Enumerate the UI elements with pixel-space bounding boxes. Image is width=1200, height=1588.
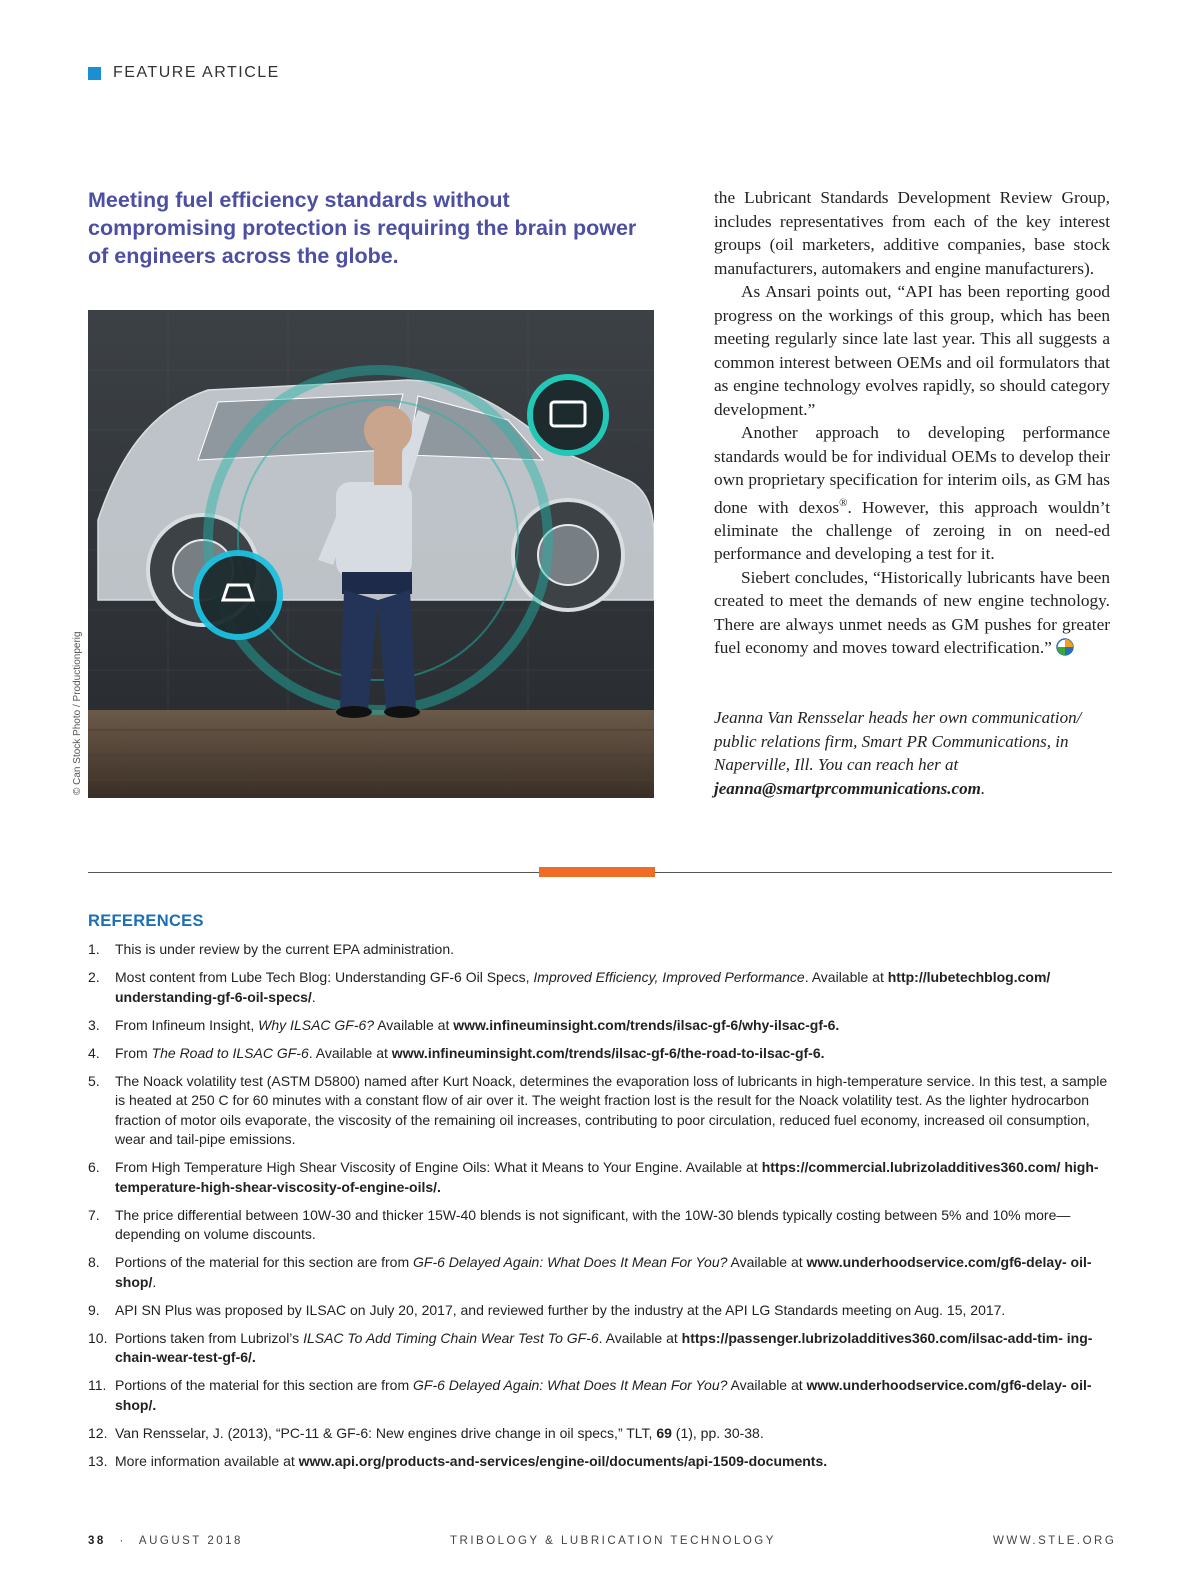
reference-text: From High Temperature High Shear Viscosity of Engine Oils: What it Means to Your Engine. Available at [115,1159,762,1175]
reference-number: 9. [88,1301,100,1318]
photo-credit: © Can Stock Photo / Productionperig [72,631,83,795]
reference-text: The price differential between 10W-30 and thicker 15W-40 blends is not significant, with the 10W-30 blends typically costing between 5% and 10% more—depending on volume discounts. [115,1206,1071,1242]
author-bio-end: . [980,778,986,798]
reference-number: 5. [88,1072,100,1089]
reference-text: Portions of the material for this section are from [115,1254,414,1270]
reference-item [88,1329,1114,1368]
reference-text: The Noack volatility test (ASTM D5800) named after Kurt Noack, determines the evaporation loss of lubricants in high-temperature service. In this test, a sample is heated at 250 C for 60 minutes with a constant flow of air over it. The weight fraction lost is the result for the Noack volatility test. As the lighter hydrocarbon fraction of motor oils evaporate, the viscosity of the remaining oil increases, contributing to poor circulation, reduced fuel economy, increased oil consumption, wear and tail-pipe emissions. [115,1072,1108,1147]
section-label: FEATURE ARTICLE [113,64,280,81]
reference-text: From [115,1044,152,1061]
reference-number: 6. [88,1159,100,1175]
reference-volume: 69 [656,1424,672,1441]
reference-text: (1), pp. 30-38. [671,1424,764,1441]
reference-text: From Infineum Insight, [115,1016,259,1033]
reference-link[interactable]: http://lubetechblog.com/ understanding-gf-6-oil-specs/ [115,969,1051,1005]
reference-item [88,1206,1114,1245]
reference-item [88,1016,1114,1036]
reference-text: More information available at [115,1452,299,1469]
stle-end-mark-icon [1056,638,1074,656]
reference-item [88,1044,1114,1064]
reference-text: . [311,988,316,1005]
reference-number: 11. [88,1377,107,1393]
reference-link[interactable]: www.api.org/products-and-services/engine-oil/documents/api-1509-documents. [298,1452,828,1469]
reference-title: The Road to ILSAC GF-6 [151,1044,309,1061]
reference-number: 1. [88,941,100,957]
engineer-car-hologram-illustration [88,310,654,798]
reference-title: GF-6 Delayed Again: What Does It Mean For You? [413,1377,728,1393]
publication-name: TRIBOLOGY & LUBRICATION TECHNOLOGY [450,1535,776,1547]
reference-item [88,1424,1114,1444]
section-marker-icon [88,67,101,80]
reference-link[interactable]: https://commercial.lubrizoladditives360.com/ high-temperature-high-shear-viscosity-of-engine-oils/. [115,1159,1099,1195]
reference-number: 2. [88,969,100,985]
reference-item [88,1452,1114,1472]
page-number: 38 [88,1535,106,1547]
article-body-column [714,186,1110,660]
reference-number: 13. [88,1452,108,1469]
pull-quote: Meeting fuel efficiency standards without compromising protection is requiring the brain power of engineers across the globe. [88,188,637,268]
reference-number: 12. [88,1424,108,1441]
body-paragraph: As Ansari points out, “API has been reporting good progress on the workings of this group, which has been meeting regularly since late last year. This all suggests a common interest between OEMs and oil formulators that as engine technology evolves rapidly, so should category development.” [714,282,1110,419]
reference-text: . Available at [598,1329,682,1346]
reference-link[interactable]: www.infineuminsight.com/trends/ilsac-gf-6/why-ilsac-gf-6. [453,1016,840,1033]
references-list [88,940,1114,1480]
body-text: Another approach to developing performance standards would be for individual OEMs to develop their own proprietary specification for interim oils, as GM has done with dexos [714,423,1110,517]
reference-item [88,968,1114,1007]
reference-item [88,1301,1114,1321]
author-bio [714,706,1114,800]
body-paragraph [714,566,1110,660]
article-photo [88,310,654,798]
reference-text: Most content from Lube Tech Blog: Understanding GF-6 Oil Specs, [115,969,534,985]
references-heading: REFERENCES [88,912,204,930]
reference-text: Portions taken from Lubrizol’s [115,1329,304,1346]
reference-title: Why ILSAC GF-6? [258,1016,375,1033]
reference-text: . Available at [308,1044,392,1061]
reference-item [88,940,1114,960]
section-header [88,64,280,82]
reference-text: Van Rensselar, J. (2013), “PC-11 & GF-6: New engines drive change in oil specs,” TLT, [115,1424,657,1441]
reference-text: Available at [374,1016,454,1033]
issue-date: AUGUST 2018 [138,1535,243,1547]
body-text: Siebert concludes, “Historically lubricants have been created to meet the demands of new engine technology. There are always unmet needs as GM pushes for greater fuel economy and moves toward electrification.” [714,567,1110,658]
reference-text: API SN Plus was proposed by ILSAC on July 20, 2017, and reviewed further by the industry at the API LG Standards meeting on Aug. 15, 2017. [115,1301,1006,1318]
author-bio-text: Jeanna Van Rensselar heads her own communication/ public relations firm, Smart PR Communications, in Naperville, Ill. You can reach her at [714,708,1082,774]
reference-text: Portions of the material for this section are from [115,1377,414,1393]
reference-link[interactable]: www.infineuminsight.com/trends/ilsac-gf-6/the-road-to-ilsac-gf-6. [391,1044,825,1061]
reference-number: 10. [88,1329,108,1346]
page-footer-left [88,1535,243,1547]
reference-link[interactable]: www.underhoodservice.com/gf6-delay- oil-shop/. [115,1377,1092,1413]
reference-item [88,1158,1114,1197]
reference-number: 7. [88,1206,100,1223]
reference-item [88,1376,1114,1415]
body-paragraph [714,421,1110,566]
reference-number: 3. [88,1016,100,1033]
reference-text: . [152,1273,157,1290]
registered-mark: ® [839,496,848,509]
reference-number: 4. [88,1044,100,1061]
author-email-link[interactable]: jeanna@smartprcommunications.com [714,778,981,798]
reference-text: Available at [727,1377,807,1393]
reference-title: Improved Efficiency, Improved Performance [533,969,805,985]
body-text: . However, this approach wouldn’t eliminate the challenge of zeroing in on need-ed performance and developing a test for it. [714,497,1110,564]
divider-accent [539,867,655,877]
reference-text: . Available at [804,969,888,985]
body-paragraph: the Lubricant Standards Development Review Group, includes representatives from each of the key interest groups (oil marketers, additive companies, base stock manufacturers, automakers and engine manufacturers). [714,188,1110,278]
footer-separator: · [119,1535,126,1547]
reference-link[interactable]: https://passenger.lubrizoladditives360.com/ilsac-add-tim- ing-chain-wear-test-gf-6/. [115,1329,1093,1365]
reference-item [88,1072,1114,1150]
reference-text: This is under review by the current EPA administration. [115,941,455,957]
reference-title: GF-6 Delayed Again: What Does It Mean For You? [413,1254,728,1270]
reference-title: ILSAC To Add Timing Chain Wear Test To GF-6 [303,1329,599,1346]
website-url: WWW.STLE.ORG [993,1535,1117,1547]
reference-link[interactable]: www.underhoodservice.com/gf6-delay- oil-shop/ [115,1254,1092,1290]
reference-number: 8. [88,1254,100,1270]
reference-item [88,1253,1114,1292]
reference-text: Available at [727,1254,807,1270]
